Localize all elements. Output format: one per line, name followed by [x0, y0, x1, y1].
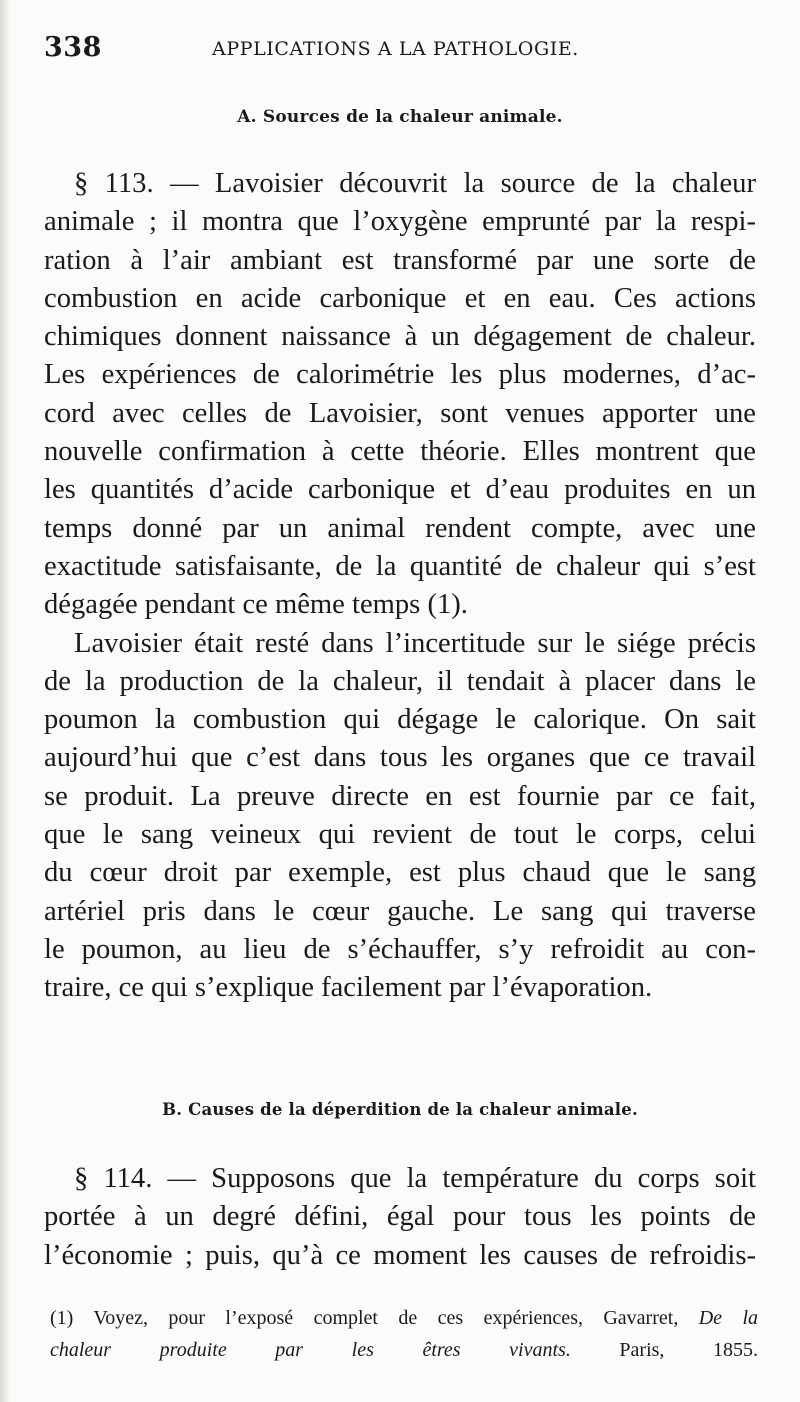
section-b-body: [44, 1160, 756, 1275]
text-line: se produit. La preuve directe en est fournie par ce fait,: [44, 780, 756, 812]
text-line: du cœur droit par exemple, est plus chaud que le sang: [44, 857, 756, 889]
text-line: de la production de la chaleur, il tendait à placer dans le: [44, 665, 756, 697]
text-line: cord avec celles de Lavoisier, sont venues apporter une: [44, 397, 756, 429]
text-line: le poumon, au lieu de s’échauffer, s’y refroidit au con-: [44, 933, 756, 965]
text-line: aujourd’hui que c’est dans tous les organes que ce travail: [44, 742, 756, 774]
text-line: § 114. — Supposons que la température du corps soit: [74, 1163, 756, 1194]
text-line: portée à un degré défini, égal pour tous les points de: [44, 1201, 756, 1233]
text-line: poumon la combustion qui dégage le calorique. On sait: [44, 704, 756, 736]
running-head: APPLICATIONS A LA PATHOLOGIE.: [212, 38, 579, 60]
text-line: dégagée pendant ce même temps (1).: [44, 589, 468, 621]
text-line: animale ; il montra que l’oxygène emprunté par la respi-: [44, 206, 756, 238]
text-line: les quantités d’acide carbonique et d’eau produites en un: [44, 474, 756, 506]
section-a-heading: A. Sources de la chaleur animale.: [237, 107, 563, 127]
text-line: ration à l’air ambiant est transformé par une sorte de: [44, 244, 756, 276]
page-header: [44, 32, 760, 72]
text-line: Lavoisier était resté dans l’incertitude sur le siége précis: [74, 627, 756, 659]
text-line: exactitude satisfaisante, de la quantité de chaleur qui s’est: [44, 550, 756, 582]
text-line: Les expériences de calorimétrie les plus modernes, d’ac-: [44, 359, 756, 391]
text-line: nouvelle confirmation à cette théorie. Elles montrent que: [44, 436, 756, 468]
text-line: l’économie ; puis, qu’à ce moment les causes de refroidis-: [44, 1239, 756, 1271]
text-line: chimiques donnent naissance à un dégagement de chaleur.: [44, 321, 756, 353]
page-number: 338: [44, 32, 102, 63]
footnote-text: (1) Voyez, pour l’exposé complet de ces expériences, Gavarret,: [50, 1307, 679, 1329]
footnote-publication: Paris, 1855.: [619, 1339, 759, 1361]
text-line: temps donné par un animal rendent compte, avec une: [44, 512, 756, 544]
footnote-line: [50, 1334, 758, 1366]
footnote-title-part: chaleur produite par les êtres vivants.: [50, 1339, 571, 1361]
footnote-line: [50, 1302, 758, 1334]
text-line: que le sang veineux qui revient de tout le corps, celui: [44, 819, 756, 851]
section-a-body: [44, 165, 756, 1008]
footnote: [50, 1302, 758, 1366]
text-line: § 113. — Lavoisier découvrit la source de la chaleur: [74, 168, 756, 199]
section-b-heading: B. Causes de la déperdition de la chaleur animale.: [162, 1100, 638, 1119]
text-line: artériel pris dans le cœur gauche. Le sang qui traverse: [44, 895, 756, 927]
text-line: combustion en acide carbonique et en eau. Ces actions: [44, 282, 756, 314]
footnote-title-part: De la: [698, 1307, 759, 1329]
text-line: traire, ce qui s’explique facilement par l’évaporation.: [44, 972, 653, 1004]
